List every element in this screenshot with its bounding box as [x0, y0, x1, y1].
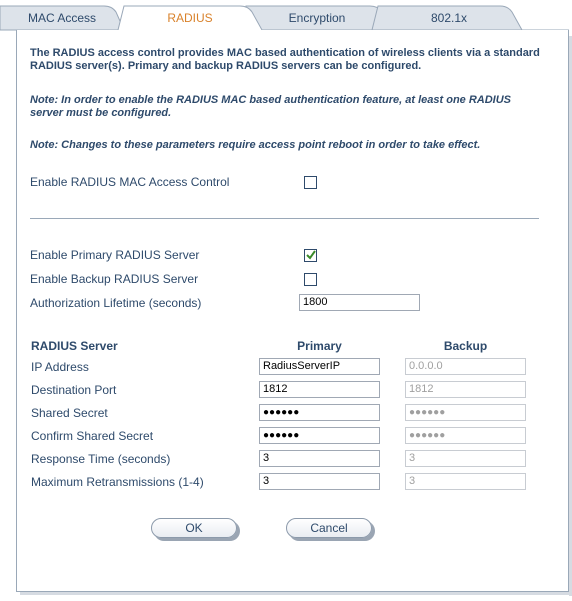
auth-lifetime-input[interactable]: 1800: [299, 294, 420, 311]
tab-802-1x[interactable]: 802.1x: [430, 11, 468, 25]
tab-mac-access[interactable]: MAC Access: [27, 11, 96, 25]
ip-address-label: IP Address: [31, 360, 89, 374]
enable-primary-label: Enable Primary RADIUS Server: [30, 248, 200, 262]
primary-secret-input[interactable]: ●●●●●●: [259, 404, 380, 421]
tab-encryption[interactable]: Encryption: [288, 11, 346, 25]
destination-port-label: Destination Port: [31, 383, 117, 397]
backup-column-header: Backup: [443, 339, 488, 353]
backup-confirm-secret-input[interactable]: ●●●●●●: [405, 427, 526, 444]
backup-response-time-input[interactable]: 3: [405, 450, 526, 467]
enable-backup-checkbox[interactable]: [304, 273, 317, 286]
confirm-secret-label: Confirm Shared Secret: [31, 429, 154, 443]
enable-primary-checkbox[interactable]: [304, 249, 317, 262]
divider: [30, 218, 539, 219]
checkmark-icon: [306, 250, 316, 260]
primary-column-header: Primary: [297, 339, 342, 353]
backup-retransmissions-input[interactable]: 3: [405, 473, 526, 490]
tab-bar: [0, 0, 572, 30]
backup-secret-input[interactable]: ●●●●●●: [405, 404, 526, 421]
backup-ip-input[interactable]: 0.0.0.0: [405, 358, 526, 375]
auth-lifetime-label: Authorization Lifetime (seconds): [30, 296, 202, 310]
radius-server-header: RADIUS Server: [31, 339, 118, 353]
backup-port-input[interactable]: 1812: [405, 381, 526, 398]
tab-radius[interactable]: RADIUS: [167, 11, 213, 25]
description-text: The RADIUS access control provides MAC based authentication of wireless clients via a standard RADIUS server(s). Primary and backup RADIUS servers can be configured.: [30, 47, 540, 72]
max-retransmissions-label: Maximum Retransmissions (1-4): [31, 475, 204, 489]
enable-mac-access-checkbox[interactable]: [304, 176, 317, 189]
enable-backup-label: Enable Backup RADIUS Server: [30, 272, 199, 286]
primary-confirm-secret-input[interactable]: ●●●●●●: [259, 427, 380, 444]
primary-retransmissions-input[interactable]: 3: [259, 473, 380, 490]
ok-button[interactable]: OK: [151, 518, 237, 538]
panel-shadow: [20, 592, 572, 595]
response-time-label: Response Time (seconds): [31, 452, 171, 466]
note-server-required: Note: In order to enable the RADIUS MAC based authentication feature, at least one RADIUS server must be configured.: [30, 94, 512, 119]
cancel-button[interactable]: Cancel: [286, 518, 372, 538]
enable-mac-access-label: Enable RADIUS MAC Access Control: [30, 175, 230, 189]
note-reboot-required: Note: Changes to these parameters require access point reboot in order to take effect.: [30, 139, 481, 151]
shared-secret-label: Shared Secret: [31, 406, 108, 420]
primary-port-input[interactable]: 1812: [259, 381, 380, 398]
primary-response-time-input[interactable]: 3: [259, 450, 380, 467]
primary-ip-input[interactable]: RadiusServerIP: [259, 358, 380, 375]
